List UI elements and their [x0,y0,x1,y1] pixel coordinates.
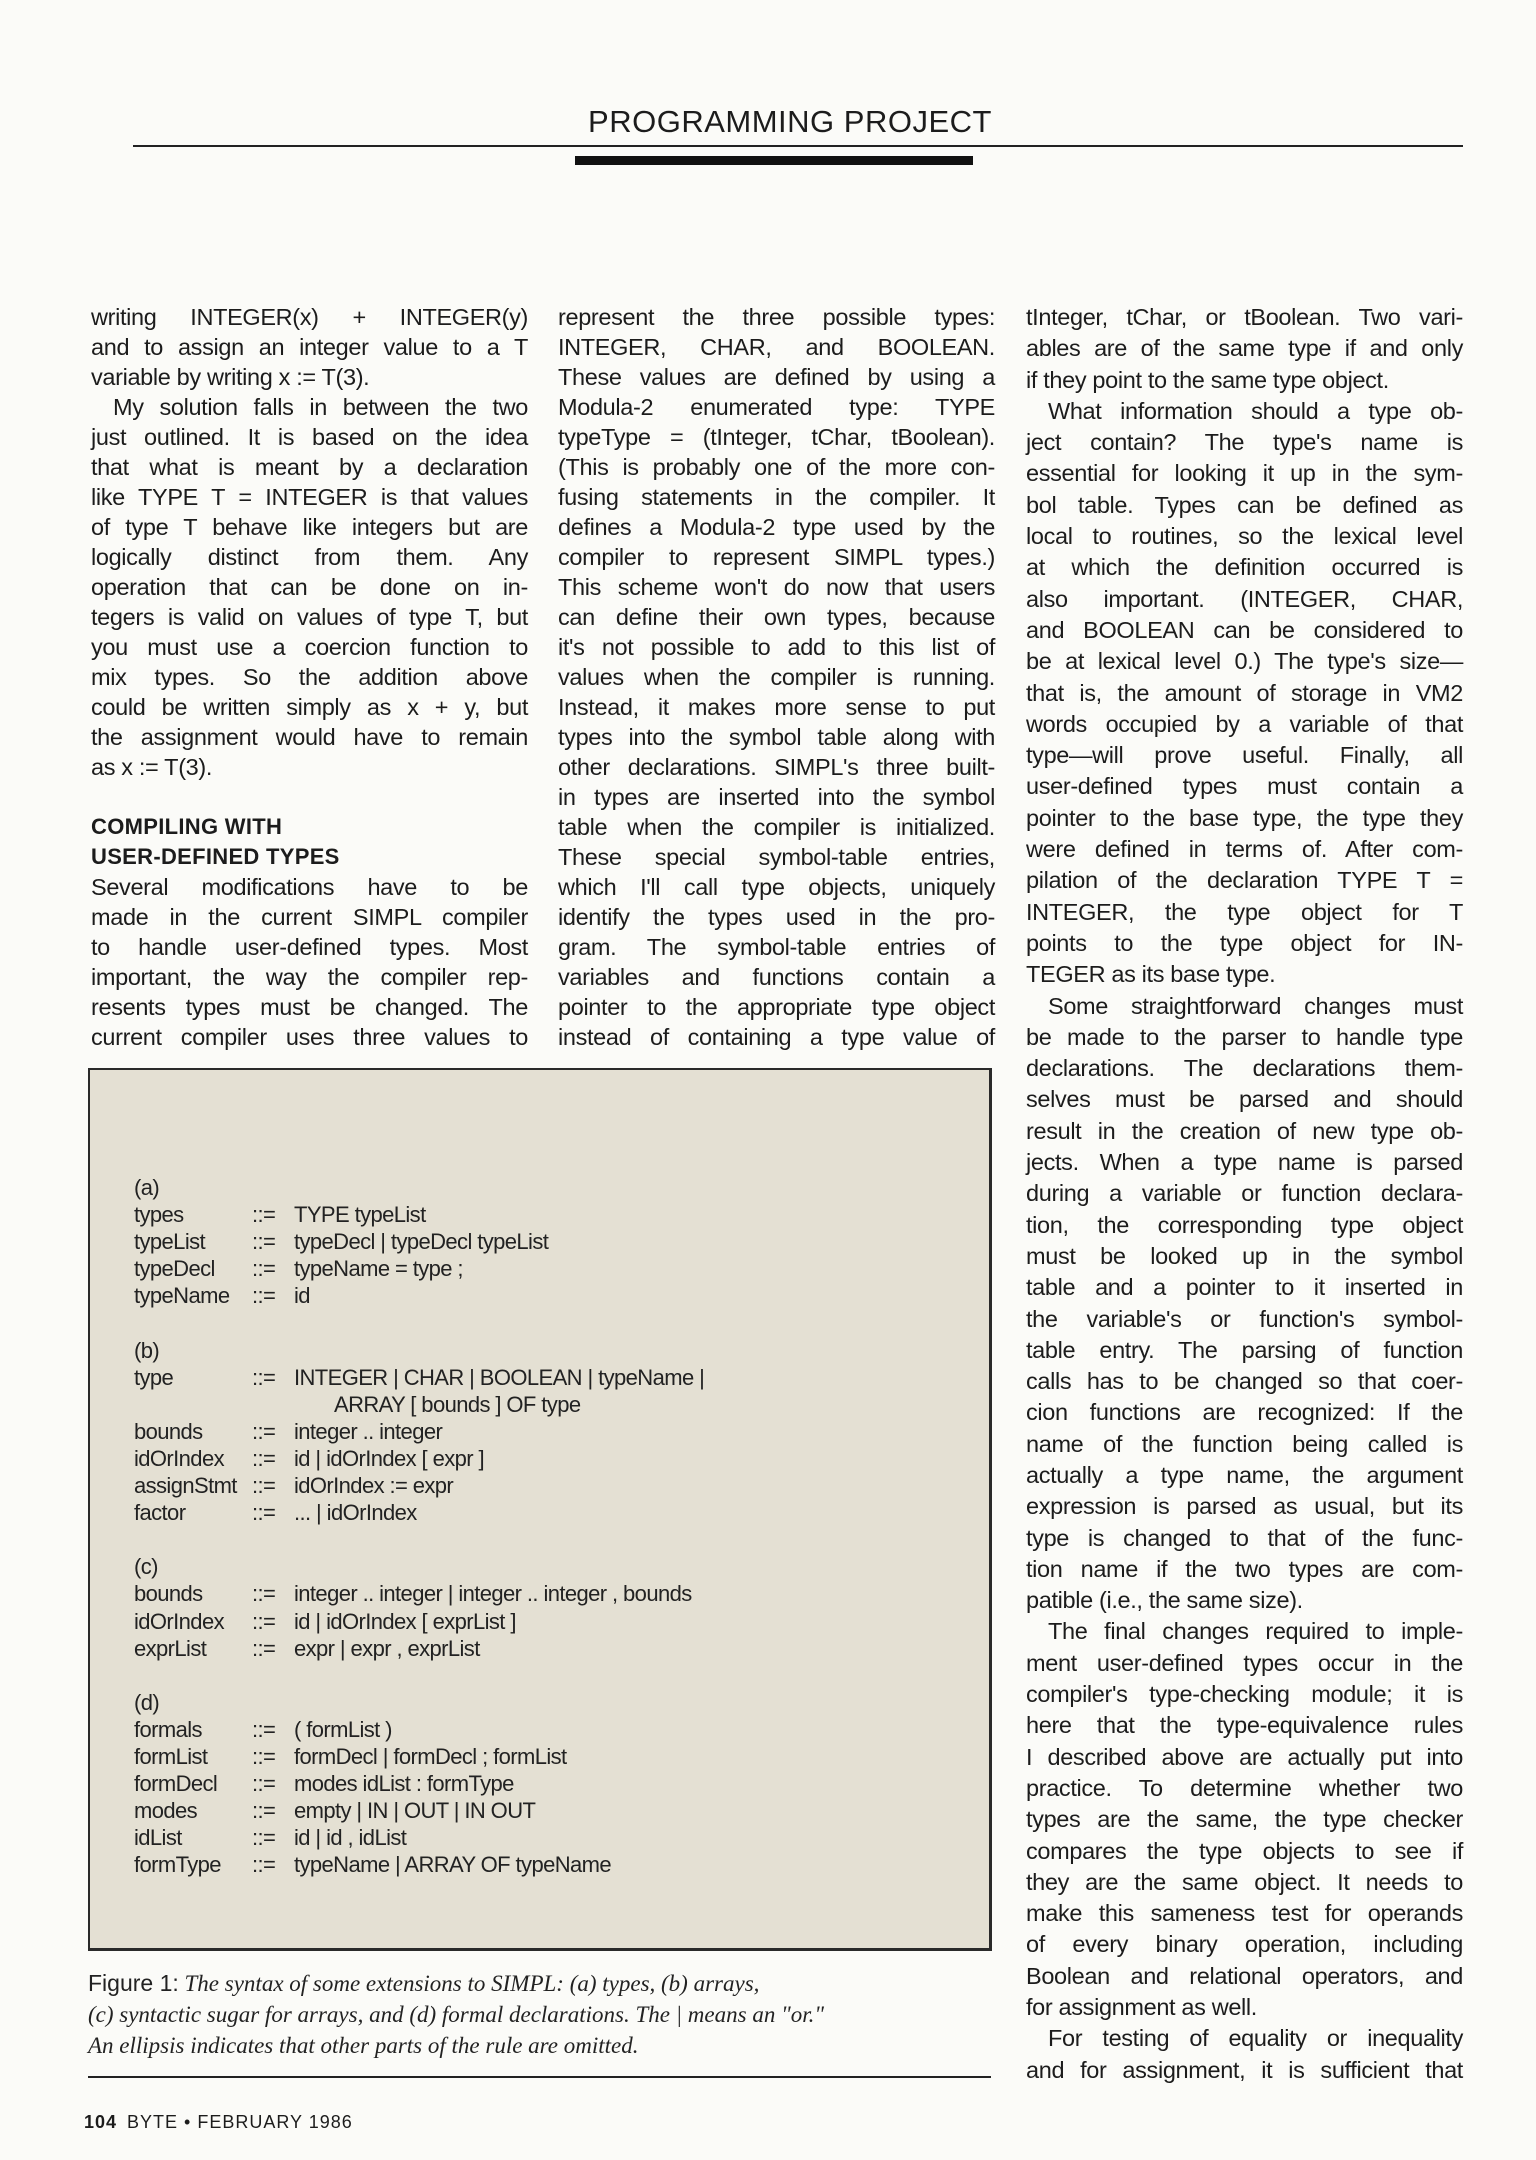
text-line: be at lexical level 0.) The type's size— [1026,648,1463,675]
group-label: (b) [134,1337,160,1363]
text-line: compiler to represent SIMPL types.) [558,544,995,570]
grammar-rule [134,1608,516,1635]
paragraph [91,392,528,782]
rule-name: assignStmt [134,1473,237,1499]
text-line: important, the way the compiler rep- [91,964,528,990]
caption-line: An ellipsis indicates that other parts of the rule are omitted. [88,2033,639,2058]
text-line: Modula-2 enumerated type: TYPE [558,394,995,420]
group-label: (a) [134,1175,160,1200]
text-line: points to the type object for IN- [1026,929,1463,956]
publication-info: BYTE • FEBRUARY 1986 [127,2112,353,2132]
column-3 [1026,302,1463,2086]
text-line: gram. The symbol-table entries of [558,934,995,960]
text-line: selves must be parsed and should [1026,1086,1463,1113]
rule-operator: ::= [252,1798,276,1824]
caption-label: Figure 1: [88,1970,179,1996]
spacer [134,1526,159,1553]
text-line: of every binary operation, including [1026,1931,1463,1958]
text-line: logically distinct from them. Any [91,544,528,570]
rule-definition: id | idOrIndex [ expr ] [294,1445,485,1471]
text-line: words occupied by a variable of that [1026,710,1463,737]
paragraph [1026,1616,1463,2023]
text-line: fusing statements in the compiler. It [558,484,995,510]
spacer [134,1662,159,1689]
paragraph [1026,2023,1463,2086]
text-line: to handle user-defined types. Most [91,934,528,960]
rule-name: formDecl [134,1771,218,1797]
text-line: practice. To determine whether two [1026,1774,1463,1801]
text-line: local to routines, so the lexical level [1026,523,1463,550]
text-line: Several modifications have to be [91,874,528,900]
text-line: I described above are actually put into [1026,1743,1463,1770]
rule-definition: TYPE typeList [294,1202,426,1228]
rule-operator: ::= [252,1716,276,1742]
rule-operator: ::= [252,1581,276,1607]
text-line: current compiler uses three values to [91,1024,528,1050]
text-line: table when the compiler is initialized. [558,814,995,840]
text-line: type—will prove useful. Finally, all [1026,742,1463,769]
text-line: tInteger, tChar, or tBoolean. Two vari- [1026,304,1463,330]
rule-definition: integer .. integer [294,1418,443,1444]
paragraph [91,302,528,392]
text-line: bol table. Types can be defined as [1026,491,1463,518]
text-line: variables and functions contain a [558,964,995,990]
text-line: For testing of equality or inequality [1048,2025,1463,2052]
rule-operator: ::= [252,1229,276,1255]
section-header [0,104,1536,140]
grammar-rule [134,1364,705,1391]
page-footer [84,2112,353,2133]
text-line: pilation of the declaration TYPE T = [1026,867,1463,894]
text-line: INTEGER, CHAR, and BOOLEAN. [558,334,995,360]
grammar-rule [134,1255,463,1282]
rule-definition: modes idList : formType [294,1771,514,1797]
text-line: This scheme won't do now that users [558,574,995,600]
text-line: values when the compiler is running. [558,664,995,690]
grammar-rule [134,1580,692,1607]
grammar-rule [134,1418,443,1445]
rule-name: idOrIndex [134,1608,224,1634]
text-line: the assignment would have to remain [91,724,528,750]
rule-definition: typeName | ARRAY OF typeName [294,1852,612,1878]
rule-name: idOrIndex [134,1445,224,1471]
grammar-rule [134,1391,581,1418]
text-line: they are the same object. It needs to [1026,1868,1463,1895]
text-line: defines a Modula-2 type used by the [558,514,995,540]
paragraph [1026,991,1463,1617]
text-line: the variable's or function's symbol- [1026,1305,1463,1332]
grammar-rule [134,1201,426,1228]
text-line: make this sameness test for operands [1026,1900,1463,1927]
grammar-rule [134,1851,612,1878]
rule-name: typeName [134,1283,230,1309]
rule-definition: ... | idOrIndex [294,1500,417,1526]
text-line: pointer to the appropriate type object [558,994,995,1020]
text-line: These values are defined by using a [558,364,995,390]
rule-name: formType [134,1852,221,1878]
text-line: The final changes required to imple- [1048,1618,1463,1645]
group-label: (d) [134,1689,160,1715]
text-line: that what is meant by a declaration [91,454,528,480]
spacer [91,782,528,812]
text-line: table and a pointer to it inserted in [1026,1274,1463,1301]
text-line: resents types must be changed. The [91,994,528,1020]
rule-definition: id | id , idList [294,1825,407,1851]
grammar-rule [134,1797,536,1824]
grammar-rule [134,1824,407,1851]
text-line: operation that can be done on in- [91,574,528,600]
text-line: declarations. The declarations them- [1026,1055,1463,1082]
rule-definition: empty | IN | OUT | IN OUT [294,1798,536,1824]
text-line: tion, the corresponding type object [1026,1211,1463,1238]
rule-name: typeList [134,1229,206,1255]
rule-definition: typeDecl | typeDecl typeList [294,1229,549,1255]
text-line: tion name if the two types are com- [1026,1555,1463,1582]
text-line: types are the same, the type checker [1026,1806,1463,1833]
rule-operator: ::= [252,1256,276,1282]
text-line: here that the type-equivalence rules [1026,1712,1463,1739]
rule-operator: ::= [252,1445,276,1471]
section-title: PROGRAMMING PROJECT [588,104,992,139]
paragraph [1026,302,1463,396]
section-heading: USER-DEFINED TYPES [91,844,340,869]
text-line: TEGER as its base type. [1026,961,1276,988]
text-line: These special symbol-table entries, [558,844,995,870]
section-heading: COMPILING WITH [91,814,283,839]
figure-1-box [88,1068,992,1951]
text-line: types into the symbol table along with [558,724,995,750]
text-line: mix types. So the addition above [91,664,528,690]
text-line: which I'll call type objects, uniquely [558,874,995,900]
text-line: you must use a coercion function to [91,634,528,660]
caption-line: The syntax of some extensions to SIMPL: (a) types, (b) arrays, [184,1971,760,1996]
column-2 [558,302,995,1052]
text-line: made in the current SIMPL compiler [91,904,528,930]
rule-definition: formDecl | formDecl ; formList [294,1743,567,1769]
rule-name: factor [134,1500,186,1526]
text-line: as x := T(3). [91,754,213,780]
text-line: Boolean and relational operators, and [1026,1962,1463,1989]
rule-operator: ::= [252,1852,276,1878]
paragraph [558,302,995,1052]
text-line: tegers is valid on values of type T, but [91,604,528,630]
rule-name: idList [134,1825,182,1851]
text-line: of type T behave like integers but are [91,514,528,540]
grammar-rule [134,1499,417,1526]
rule-operator: ::= [252,1500,276,1526]
text-line: for assignment as well. [1026,1994,1257,2021]
grammar-rule [134,1472,454,1499]
text-line: ject contain? The type's name is [1026,429,1463,456]
text-line: table entry. The parsing of function [1026,1336,1463,1363]
text-line: INTEGER, the type object for T [1026,898,1463,925]
rule-definition: integer .. integer | integer .. integer , bounds [294,1581,692,1607]
caption-rule [88,2076,991,2078]
text-line: calls has to be changed so that coer- [1026,1368,1463,1395]
text-line: identify the types used in the pro- [558,904,995,930]
text-line: My solution falls in between the two [113,394,528,420]
rule-operator: ::= [252,1608,276,1634]
text-line: compiler's type-checking module; it is [1026,1681,1463,1708]
text-line: it's not possible to add to this list of [558,634,995,660]
text-line: represent the three possible types: [558,304,995,330]
text-line: other declarations. SIMPL's three built- [558,754,995,780]
text-line: can define their own types, because [558,604,995,630]
header-bar [575,156,973,165]
text-line: in types are inserted into the symbol [558,784,995,810]
page-number: 104 [84,2112,118,2132]
rule-definition: id | idOrIndex [ exprList ] [294,1608,516,1634]
text-line: type is changed to that of the func- [1026,1524,1463,1551]
rule-name: type [134,1364,174,1390]
rule-definition: ARRAY [ bounds ] OF type [334,1391,581,1417]
text-line: user-defined types must contain a [1026,773,1463,800]
text-line: and for assignment, it is sufficient that [1026,2056,1463,2083]
text-line: during a variable or function declara- [1026,1180,1463,1207]
grammar-rule [134,1635,480,1662]
text-line: name of the function being called is [1026,1430,1463,1457]
text-line: typeType = (tInteger, tChar, tBoolean). [558,424,995,450]
text-line: just outlined. It is based on the idea [91,424,528,450]
caption-line: (c) syntactic sugar for arrays, and (d) formal declarations. The | means an "or." [88,2002,825,2027]
paragraph [91,872,528,1052]
text-line: What information should a type ob- [1048,397,1463,424]
rule-definition: typeName = type ; [294,1256,463,1282]
grammar-rule [134,1282,310,1309]
text-line: at which the definition occurred is [1026,554,1463,581]
figure-caption [88,1968,998,2061]
rule-operator: ::= [252,1202,276,1228]
rule-name: bounds [134,1581,203,1607]
rule-operator: ::= [252,1418,276,1444]
rule-definition: INTEGER | CHAR | BOOLEAN | typeName | [294,1364,705,1390]
text-line: ment user-defined types occur in the [1026,1649,1463,1676]
rule-name: formList [134,1743,208,1769]
text-line: were defined in terms of. After com- [1026,836,1463,863]
text-line: cion functions are recognized: If the [1026,1399,1463,1426]
rule-name: types [134,1202,184,1228]
rule-definition: id [294,1283,310,1309]
text-line: expression is parsed as usual, but its [1026,1493,1463,1520]
text-line: actually a type name, the argument [1026,1461,1463,1488]
rule-definition: idOrIndex := expr [294,1473,454,1499]
text-line: Instead, it makes more sense to put [558,694,995,720]
grammar-listing [134,1174,705,1878]
rule-definition: expr | expr , exprList [294,1635,480,1661]
grammar-rule [134,1228,549,1255]
text-line: ables are of the same type if and only [1026,335,1463,362]
column-1 [91,302,528,1052]
grammar-rule [134,1743,567,1770]
text-line: pointer to the base type, the type they [1026,804,1463,831]
rule-name: formals [134,1716,202,1742]
rule-operator: ::= [252,1635,276,1661]
text-line: that is, the amount of storage in VM2 [1026,679,1463,706]
spacer [134,1309,159,1336]
rule-operator: ::= [252,1283,276,1309]
rule-operator: ::= [252,1364,276,1390]
text-line: if they point to the same type object. [1026,366,1389,393]
rule-definition: ( formList ) [294,1716,392,1742]
header-rule [133,145,1463,147]
text-line: and to assign an integer value to a T [91,334,528,360]
text-line: and BOOLEAN can be considered to [1026,616,1463,643]
rule-name: typeDecl [134,1256,215,1282]
text-line: jects. When a type name is parsed [1026,1149,1463,1176]
text-line: (This is probably one of the more con- [558,454,995,480]
text-line: be made to the parser to handle type [1026,1023,1463,1050]
rule-operator: ::= [252,1743,276,1769]
text-line: patible (i.e., the same size). [1026,1587,1303,1614]
text-line: writing INTEGER(x) + INTEGER(y) [91,304,528,330]
rule-operator: ::= [252,1825,276,1851]
text-line: could be written simply as x + y, but [91,694,528,720]
text-line: variable by writing x := T(3). [91,364,370,390]
text-line: must be looked up in the symbol [1026,1242,1463,1269]
text-line: essential for looking it up in the sym- [1026,460,1463,487]
grammar-rule [134,1770,514,1797]
rule-name: modes [134,1798,198,1824]
text-line: Some straightforward changes must [1048,992,1463,1019]
text-line: result in the creation of new type ob- [1026,1117,1463,1144]
rule-operator: ::= [252,1473,276,1499]
group-label: (c) [134,1554,158,1580]
text-line: also important. (INTEGER, CHAR, [1026,585,1463,612]
grammar-rule [134,1445,485,1472]
grammar-rule [134,1716,392,1743]
paragraph [1026,396,1463,991]
text-line: compares the type objects to see if [1026,1837,1463,1864]
text-line: instead of containing a type value of [558,1024,995,1050]
text-line: like TYPE T = INTEGER is that values [91,484,528,510]
rule-name: exprList [134,1635,207,1661]
rule-operator: ::= [252,1771,276,1797]
rule-name: bounds [134,1418,203,1444]
